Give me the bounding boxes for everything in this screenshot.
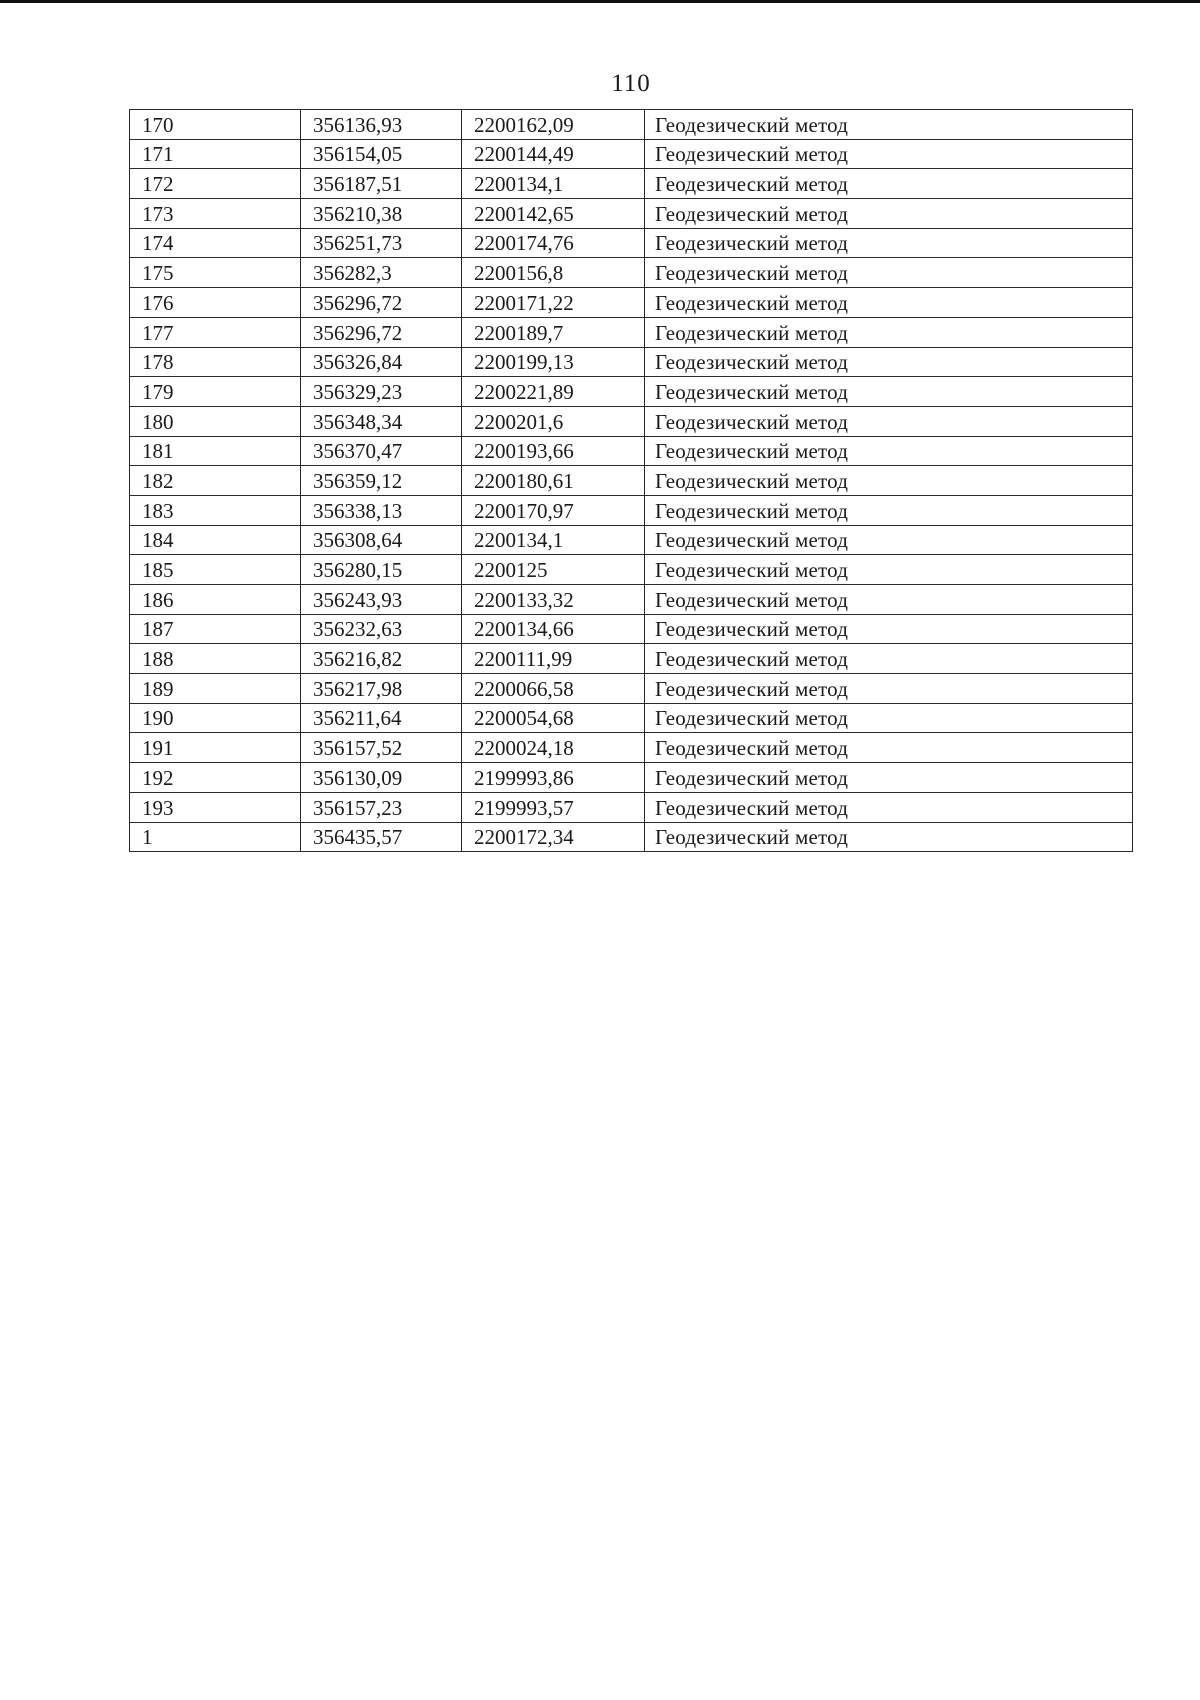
x-coordinate-cell: 356243,93 [301,585,462,615]
x-coordinate-cell: 356338,13 [301,495,462,525]
y-coordinate-cell: 2200054,68 [462,703,645,733]
method-cell: Геодезический метод [645,555,1133,585]
method-cell: Геодезический метод [645,139,1133,169]
x-coordinate-cell: 356329,23 [301,377,462,407]
y-coordinate-cell: 2200125 [462,555,645,585]
point-number-cell: 188 [130,644,301,674]
table-row [130,139,1133,169]
x-coordinate-cell: 356435,57 [301,822,462,852]
y-coordinate-cell: 2200180,61 [462,466,645,496]
method-cell: Геодезический метод [645,347,1133,377]
point-number-cell: 170 [130,110,301,140]
y-coordinate-cell: 2200162,09 [462,110,645,140]
table-row [130,169,1133,199]
point-number-cell: 179 [130,377,301,407]
point-number-cell: 186 [130,585,301,615]
point-number-cell: 180 [130,406,301,436]
method-cell: Геодезический метод [645,466,1133,496]
method-cell: Геодезический метод [645,703,1133,733]
method-cell: Геодезический метод [645,317,1133,347]
y-coordinate-cell: 2200170,97 [462,495,645,525]
point-number-cell: 176 [130,288,301,318]
table-row [130,406,1133,436]
x-coordinate-cell: 356280,15 [301,555,462,585]
point-number-cell: 1 [130,822,301,852]
point-number-cell: 184 [130,525,301,555]
point-number-cell: 175 [130,258,301,288]
table-row [130,317,1133,347]
table-row [130,347,1133,377]
method-cell: Геодезический метод [645,792,1133,822]
table-row [130,763,1133,793]
x-coordinate-cell: 356187,51 [301,169,462,199]
x-coordinate-cell: 356308,64 [301,525,462,555]
method-cell: Геодезический метод [645,525,1133,555]
y-coordinate-cell: 2200142,65 [462,199,645,229]
table-row [130,585,1133,615]
method-cell: Геодезический метод [645,733,1133,763]
table-row [130,466,1133,496]
table-row [130,733,1133,763]
x-coordinate-cell: 356251,73 [301,228,462,258]
y-coordinate-cell: 2200189,7 [462,317,645,347]
y-coordinate-cell: 2200024,18 [462,733,645,763]
y-coordinate-cell: 2200221,89 [462,377,645,407]
y-coordinate-cell: 2199993,57 [462,792,645,822]
x-coordinate-cell: 356217,98 [301,674,462,704]
point-number-cell: 192 [130,763,301,793]
point-number-cell: 187 [130,614,301,644]
y-coordinate-cell: 2200171,22 [462,288,645,318]
x-coordinate-cell: 356370,47 [301,436,462,466]
method-cell: Геодезический метод [645,199,1133,229]
method-cell: Геодезический метод [645,644,1133,674]
y-coordinate-cell: 2200199,13 [462,347,645,377]
y-coordinate-cell: 2200174,76 [462,228,645,258]
x-coordinate-cell: 356296,72 [301,288,462,318]
point-number-cell: 193 [130,792,301,822]
x-coordinate-cell: 356232,63 [301,614,462,644]
x-coordinate-cell: 356154,05 [301,139,462,169]
x-coordinate-cell: 356136,93 [301,110,462,140]
table-row [130,703,1133,733]
method-cell: Геодезический метод [645,822,1133,852]
point-number-cell: 182 [130,466,301,496]
method-cell: Геодезический метод [645,377,1133,407]
y-coordinate-cell: 2200193,66 [462,436,645,466]
point-number-cell: 185 [130,555,301,585]
table-row [130,674,1133,704]
method-cell: Геодезический метод [645,436,1133,466]
point-number-cell: 183 [130,495,301,525]
method-cell: Геодезический метод [645,674,1133,704]
coordinates-table-body [130,110,1133,852]
table-row [130,495,1133,525]
method-cell: Геодезический метод [645,228,1133,258]
table-row [130,822,1133,852]
y-coordinate-cell: 2200111,99 [462,644,645,674]
y-coordinate-cell: 2199993,86 [462,763,645,793]
table-row [130,644,1133,674]
y-coordinate-cell: 2200134,1 [462,169,645,199]
point-number-cell: 190 [130,703,301,733]
x-coordinate-cell: 356210,38 [301,199,462,229]
point-number-cell: 177 [130,317,301,347]
x-coordinate-cell: 356359,12 [301,466,462,496]
x-coordinate-cell: 356348,34 [301,406,462,436]
table-row [130,288,1133,318]
page-number: 110 [611,70,651,97]
table-row [130,792,1133,822]
y-coordinate-cell: 2200144,49 [462,139,645,169]
y-coordinate-cell: 2200066,58 [462,674,645,704]
x-coordinate-cell: 356157,52 [301,733,462,763]
x-coordinate-cell: 356130,09 [301,763,462,793]
table-row [130,110,1133,140]
y-coordinate-cell: 2200133,32 [462,585,645,615]
method-cell: Геодезический метод [645,288,1133,318]
method-cell: Геодезический метод [645,585,1133,615]
x-coordinate-cell: 356216,82 [301,644,462,674]
method-cell: Геодезический метод [645,763,1133,793]
table-row [130,614,1133,644]
x-coordinate-cell: 356282,3 [301,258,462,288]
table-row [130,377,1133,407]
y-coordinate-cell: 2200172,34 [462,822,645,852]
table-row [130,436,1133,466]
x-coordinate-cell: 356157,23 [301,792,462,822]
table-row [130,525,1133,555]
x-coordinate-cell: 356296,72 [301,317,462,347]
table-row [130,555,1133,585]
x-coordinate-cell: 356211,64 [301,703,462,733]
point-number-cell: 178 [130,347,301,377]
point-number-cell: 171 [130,139,301,169]
table-row [130,258,1133,288]
point-number-cell: 189 [130,674,301,704]
point-number-cell: 174 [130,228,301,258]
y-coordinate-cell: 2200156,8 [462,258,645,288]
method-cell: Геодезический метод [645,614,1133,644]
x-coordinate-cell: 356326,84 [301,347,462,377]
method-cell: Геодезический метод [645,110,1133,140]
point-number-cell: 173 [130,199,301,229]
point-number-cell: 181 [130,436,301,466]
method-cell: Геодезический метод [645,495,1133,525]
y-coordinate-cell: 2200134,66 [462,614,645,644]
method-cell: Геодезический метод [645,258,1133,288]
point-number-cell: 191 [130,733,301,763]
point-number-cell: 172 [130,169,301,199]
scan-top-edge [0,0,1200,3]
method-cell: Геодезический метод [645,406,1133,436]
table-row [130,228,1133,258]
y-coordinate-cell: 2200201,6 [462,406,645,436]
coordinates-table [129,109,1133,852]
table-row [130,199,1133,229]
y-coordinate-cell: 2200134,1 [462,525,645,555]
method-cell: Геодезический метод [645,169,1133,199]
